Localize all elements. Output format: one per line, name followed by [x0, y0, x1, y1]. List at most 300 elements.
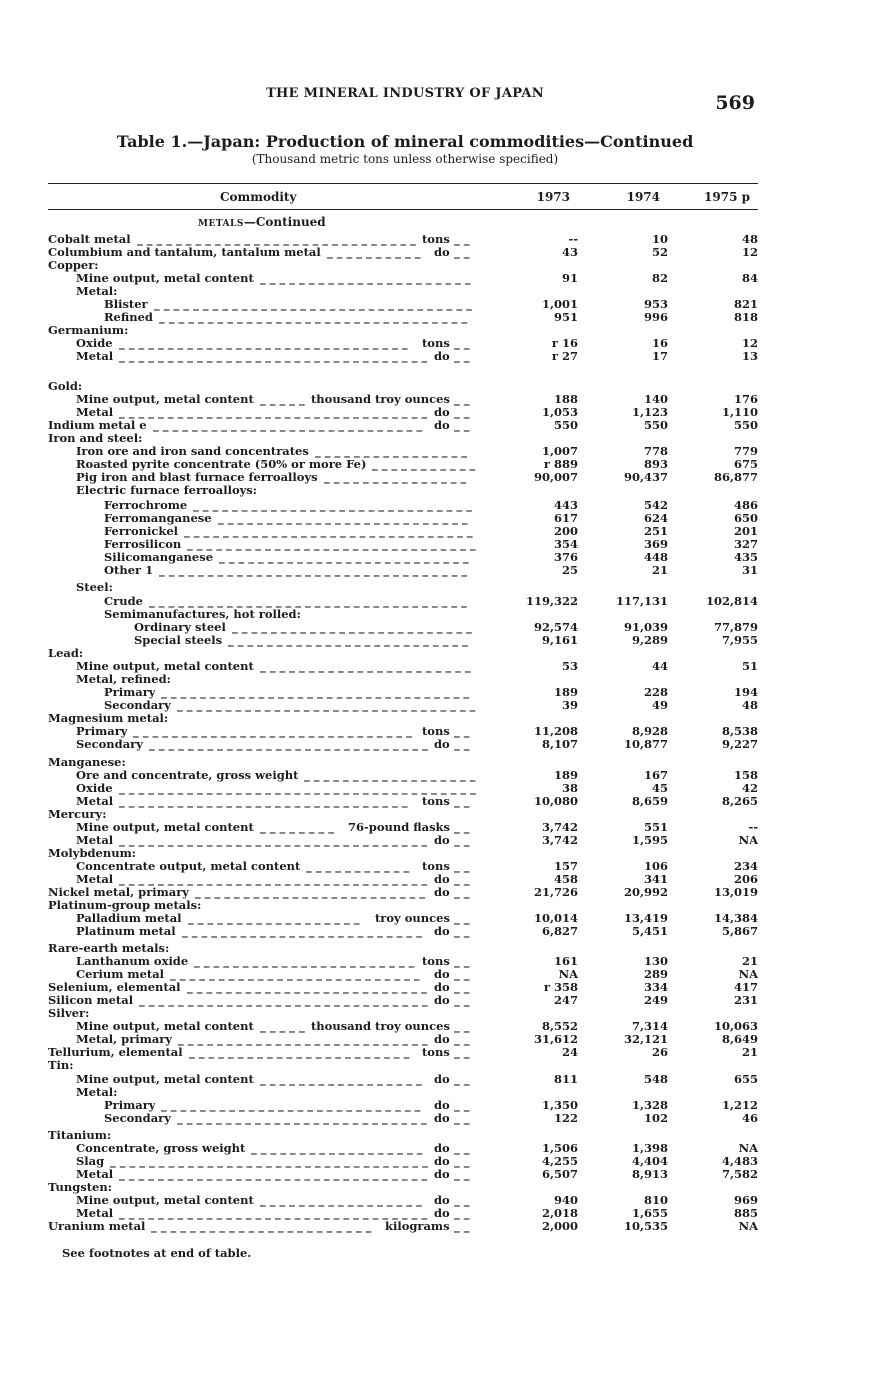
table-row: [48, 660, 760, 673]
cell-1975: 21: [741, 954, 758, 968]
dot-leader: _ _ _ _ _ _ _ _ _ _ _ _ _ _ _ _ _ _ _ _ _ _ _ _ _ _ _ _ _: [137, 233, 416, 246]
cell-1974: 624: [643, 511, 668, 525]
dot-leader-tail: _ _: [454, 1020, 470, 1033]
unit-label: tons: [422, 336, 450, 350]
unit-label: kilograms: [385, 1219, 450, 1233]
cell-1975: 84: [741, 271, 758, 285]
dot-leader-tail: _ _: [454, 406, 470, 419]
commodity-label: Indium metal e: [48, 419, 147, 432]
dot-leader: _ _ _ _ _ _ _ _ _ _ _ _ _ _ _ _ _ _ _ _ _ _ _ _ _ _ _ _ _ _: [119, 795, 408, 808]
table-row: [48, 581, 760, 594]
cell-1973: 25: [561, 563, 578, 577]
commodity-label: Metal: [76, 350, 114, 363]
commodity-label: Lanthanum oxide: [76, 955, 189, 968]
cell-1975: 550: [733, 418, 758, 432]
unit-label: tons: [422, 724, 450, 738]
commodity-label: Cerium metal: [76, 968, 165, 981]
cell-1973: 376: [553, 550, 578, 564]
cell-1975: 650: [733, 511, 758, 525]
cell-1974: 91,039: [623, 620, 668, 634]
cell-1975: 231: [733, 993, 758, 1007]
cell-1975: 435: [733, 550, 758, 564]
cell-1975: 655: [733, 1072, 758, 1086]
cell-1974: 21: [651, 563, 668, 577]
cell-1973: 940: [553, 1193, 578, 1207]
unit-label: do: [434, 349, 450, 363]
commodity-label: Crude: [104, 595, 143, 608]
commodity-label: Tungsten:: [48, 1181, 112, 1194]
cell-1973: 1,506: [541, 1141, 578, 1155]
cell-1974: 289: [643, 967, 668, 981]
cell-1973: 443: [553, 498, 578, 512]
table-title: Table 1.—Japan: Production of mineral commodities—Continued: [116, 132, 694, 151]
dot-leader-tail: _ _: [454, 1207, 470, 1220]
cell-1973: r 16: [551, 336, 578, 350]
dot-leader-tail: _ _: [454, 968, 470, 981]
commodity-label: Oxide: [76, 337, 113, 350]
dot-leader-tail: _ _: [454, 419, 470, 432]
cell-1974: 13,419: [623, 911, 668, 925]
commodity-label: Rare-earth metals:: [48, 942, 170, 955]
commodity-label: Other 1: [104, 564, 154, 577]
dot-leader: _ _ _ _ _ _ _ _ _ _ _ _ _ _ _ _ _ _ _ _ _ _ _ _ _ _ _: [161, 1099, 421, 1112]
table-row: [48, 834, 760, 847]
cell-1974: 8,913: [631, 1167, 668, 1181]
commodity-label: Iron ore and iron sand concentrates: [76, 445, 309, 458]
cell-1974: 448: [643, 550, 668, 564]
cell-1973: 354: [553, 537, 578, 551]
cell-1973: 8,552: [541, 1019, 578, 1033]
commodity-label: Magnesium metal:: [48, 712, 169, 725]
cell-1974: 996: [643, 310, 668, 324]
cell-1975: 86,877: [713, 470, 758, 484]
cell-1973: 90,007: [533, 470, 578, 484]
commodity-label: Secondary: [76, 738, 143, 751]
commodity-label: Columbium and tantalum, tantalum metal: [48, 246, 321, 259]
cell-1974: 10: [651, 232, 668, 246]
cell-1975: 10,063: [713, 1019, 758, 1033]
dot-leader-tail: _ _: [454, 886, 470, 899]
cell-1973: 1,007: [541, 444, 578, 458]
cell-1975: 675: [733, 457, 758, 471]
commodity-label: Primary: [104, 1099, 156, 1112]
dot-leader: _ _ _ _ _ _ _ _ _ _ _ _ _ _ _ _ _ _ _ _ _ _ _ _ _ _ _ _ _ _ _ _ _ _ _ _ _: [119, 782, 476, 795]
dot-leader-tail: _ _: [454, 981, 470, 994]
unit-label: do: [434, 885, 450, 899]
cell-1975: 486: [733, 498, 758, 512]
dot-leader: _ _ _ _ _ _ _ _ _ _ _: [372, 458, 476, 471]
unit-label: do: [434, 418, 450, 432]
cell-1974: 26: [651, 1045, 668, 1059]
unit-label: do: [434, 1193, 450, 1207]
cell-1975: 194: [733, 685, 758, 699]
page-number: 569: [715, 92, 755, 114]
commodity-label: Semimanufactures, hot rolled:: [104, 608, 301, 621]
cell-1973: 91: [561, 271, 578, 285]
dot-leader: _ _ _ _ _ _ _ _ _ _ _ _ _ _ _ _ _ _ _ _ _ _ _ _ _ _ _ _ _ _ _ _: [119, 1168, 428, 1181]
cell-1974: 44: [651, 659, 668, 673]
cell-1975: 31: [741, 563, 758, 577]
dot-leader-tail: _ _: [454, 1033, 470, 1046]
cell-1973: 2,018: [541, 1206, 578, 1220]
cell-1973: 1,350: [541, 1098, 578, 1112]
commodity-label: Platinum metal: [76, 925, 176, 938]
unit-label: 76-pound flasks: [348, 820, 450, 834]
cell-1975: 176: [733, 392, 758, 406]
cell-1974: 90,437: [623, 470, 668, 484]
cell-1975: 5,867: [721, 924, 758, 938]
unit-label: do: [434, 245, 450, 259]
dot-leader: _ _ _ _ _ _ _ _ _ _ _ _ _ _ _ _ _ _ _ _ _ _ _ _ _ _ _ _ _ _: [187, 538, 476, 551]
unit-label: tons: [422, 859, 450, 873]
cell-1975: 417: [733, 980, 758, 994]
table-row: [48, 246, 760, 259]
cell-1973: r 27: [551, 349, 578, 363]
cell-1975: 77,879: [713, 620, 758, 634]
commodity-label: Concentrate output, metal content: [76, 860, 301, 873]
cell-1973: 617: [553, 511, 578, 525]
commodity-label: Metal:: [76, 285, 118, 298]
dot-leader: _ _ _ _ _ _ _ _ _ _ _ _ _ _ _ _ _ _ _ _ _ _ _: [189, 1046, 410, 1059]
cell-1973: 458: [553, 872, 578, 886]
dot-leader: _ _ _ _ _ _ _ _ _ _ _ _ _ _ _ _ _ _ _ _ _ _ _ _ _: [232, 621, 472, 634]
commodity-label: Secondary: [104, 699, 171, 712]
dot-leader-tail: _ _: [454, 233, 470, 246]
commodity-label: Slag: [76, 1155, 105, 1168]
dot-leader-tail: _ _: [454, 1073, 470, 1086]
cell-1974: 140: [643, 392, 668, 406]
cell-1974: 778: [643, 444, 668, 458]
cell-1973: 122: [553, 1111, 578, 1125]
cell-1974: 106: [643, 859, 668, 873]
unit-label: do: [434, 1154, 450, 1168]
cell-1975: 201: [733, 524, 758, 538]
dot-leader: _ _ _ _ _: [260, 393, 305, 406]
cell-1973: 188: [553, 392, 578, 406]
cell-1974: 7,314: [631, 1019, 668, 1033]
column-header-1975: 1975 p: [704, 190, 750, 204]
cell-1975: 821: [733, 297, 758, 311]
cell-1974: 1,398: [631, 1141, 668, 1155]
footnote-reference: See footnotes at end of table.: [62, 1246, 252, 1260]
dot-leader-tail: _ _: [454, 821, 470, 834]
dot-leader-tail: _ _: [454, 994, 470, 1007]
dot-leader: _ _ _ _ _ _ _ _ _ _ _ _ _ _ _ _ _ _ _ _ _ _: [260, 272, 471, 285]
commodity-label: Ferronickel: [104, 525, 179, 538]
dot-leader-tail: _ _: [454, 246, 470, 259]
cell-1975: 14,384: [713, 911, 758, 925]
cell-1973: 189: [553, 685, 578, 699]
cell-1973: 6,827: [541, 924, 578, 938]
cell-1973: 21,726: [533, 885, 578, 899]
dot-leader: _ _ _ _ _ _ _ _ _ _ _ _ _ _ _ _ _ _ _ _ _ _ _ _ _ _ _ _ _ _ _ _: [119, 350, 428, 363]
commodity-label: Metal, refined:: [76, 673, 171, 686]
cell-1975: 8,538: [721, 724, 758, 738]
table-row: [48, 484, 760, 497]
cell-1974: 953: [643, 297, 668, 311]
cell-1974: 251: [643, 524, 668, 538]
commodity-label: Titanium:: [48, 1129, 112, 1142]
dot-leader: _ _ _ _ _ _ _ _ _ _ _ _ _ _ _ _ _ _ _ _ _ _ _: [151, 1220, 372, 1233]
cell-1975: 818: [733, 310, 758, 324]
cell-1975: --: [748, 820, 758, 834]
commodity-label: Palladium metal: [76, 912, 182, 925]
table-row: [48, 272, 760, 285]
unit-label: do: [434, 872, 450, 886]
cell-1973: r 358: [543, 980, 578, 994]
cell-1974: 49: [651, 698, 668, 712]
dot-leader: _ _ _ _ _ _ _ _ _ _ _ _ _ _ _ _ _ _ _ _ _ _ _ _ _: [228, 634, 468, 647]
table-row: [48, 994, 760, 1007]
dot-leader: _ _ _ _ _ _ _ _ _ _ _ _ _ _ _ _ _ _ _ _ _ _ _ _ _ _ _ _ _ _ _ _: [119, 1207, 428, 1220]
cell-1975: 158: [733, 768, 758, 782]
cell-1974: 551: [643, 820, 668, 834]
table-row: [48, 699, 760, 712]
dot-leader: _ _ _ _ _ _ _ _ _ _ _ _ _ _ _ _ _ _ _ _ _ _ _ _ _ _: [170, 968, 420, 981]
commodity-label: Metal:: [76, 1086, 118, 1099]
cell-1973: 24: [561, 1045, 578, 1059]
cell-1973: 39: [561, 698, 578, 712]
dot-leader: _ _ _ _ _ _ _ _ _ _ _ _ _ _ _ _ _ _ _ _ _ _ _ _ _ _ _ _ _ _ _: [177, 699, 476, 712]
table-row: [48, 471, 760, 484]
cell-1974: 1,328: [631, 1098, 668, 1112]
dot-leader-tail: _ _: [454, 795, 470, 808]
commodity-label: Steel:: [76, 581, 113, 594]
cell-1975: 51: [741, 659, 758, 673]
table-row: [48, 738, 760, 751]
cell-1974: 228: [643, 685, 668, 699]
commodity-label: Metal: [76, 834, 114, 847]
table-row: [48, 886, 760, 899]
dot-leader: _ _ _ _ _ _ _ _ _ _ _ _ _ _ _ _ _ _ _ _ _ _ _ _ _: [187, 981, 427, 994]
dot-leader: _ _ _ _ _ _ _ _ _ _ _ _ _ _ _ _ _ _ _ _ _ _ _ _ _ _ _ _ _ _ _ _: [119, 406, 428, 419]
cell-1973: 6,507: [541, 1167, 578, 1181]
table-row: [48, 1059, 760, 1072]
dot-leader-tail: _ _: [454, 1220, 470, 1233]
cell-1974: 32,121: [623, 1032, 668, 1046]
commodity-label: Tin:: [48, 1059, 74, 1072]
cell-1974: 810: [643, 1193, 668, 1207]
commodity-label: Selenium, elemental: [48, 981, 181, 994]
dot-leader-tail: _ _: [454, 393, 470, 406]
commodity-label: Mine output, metal content: [76, 1073, 254, 1086]
cell-1975: 12: [741, 245, 758, 259]
dot-leader-tail: _ _: [454, 834, 470, 847]
dot-leader-tail: _ _: [454, 1099, 470, 1112]
cell-1974: 550: [643, 418, 668, 432]
dot-leader: _ _ _ _ _ _ _ _ _ _ _ _ _ _ _ _ _ _ _ _ _ _ _ _ _ _: [218, 512, 468, 525]
cell-1975: 206: [733, 872, 758, 886]
running-header: THE MINERAL INDUSTRY OF JAPAN: [266, 86, 544, 101]
cell-1973: 550: [553, 418, 578, 432]
column-header-1974: 1974: [626, 190, 660, 204]
cell-1973: 1,001: [541, 297, 578, 311]
cell-1974: 45: [651, 781, 668, 795]
cell-1973: 31,612: [533, 1032, 578, 1046]
cell-1975: 46: [741, 1111, 758, 1125]
cell-1975: NA: [738, 833, 758, 847]
dot-leader-tail: _ _: [454, 738, 470, 751]
dot-leader-tail: _ _: [454, 860, 470, 873]
cell-1973: NA: [558, 967, 578, 981]
commodity-label: Metal: [76, 406, 114, 419]
cell-1975: NA: [738, 967, 758, 981]
unit-label: do: [434, 993, 450, 1007]
cell-1974: 16: [651, 336, 668, 350]
commodity-label: Ferrochrome: [104, 499, 188, 512]
dot-leader-tail: _ _: [454, 337, 470, 350]
commodity-label: Oxide: [76, 782, 113, 795]
dot-leader: _ _ _ _ _ _ _ _ _ _ _ _ _ _ _ _ _ _ _ _ _ _ _ _ _ _ _ _ _: [149, 738, 428, 751]
dot-leader-tail: _ _: [454, 1168, 470, 1181]
cell-1973: 10,014: [533, 911, 578, 925]
cell-1975: 885: [733, 1206, 758, 1220]
cell-1975: 7,955: [721, 633, 758, 647]
commodity-label: Concentrate, gross weight: [76, 1142, 246, 1155]
commodity-label: Mine output, metal content: [76, 660, 254, 673]
cell-1974: 548: [643, 1072, 668, 1086]
cell-1974: 4,404: [631, 1154, 668, 1168]
unit-label: do: [434, 980, 450, 994]
commodity-label: Molybdenum:: [48, 847, 136, 860]
commodity-label: Special steels: [134, 634, 223, 647]
cell-1974: 893: [643, 457, 668, 471]
commodity-label: Silicon metal: [48, 994, 134, 1007]
cell-1975: 48: [741, 698, 758, 712]
dot-leader: _ _ _ _ _ _ _ _ _ _ _ _ _ _ _ _ _ _ _ _ _ _ _ _ _ _ _ _ _ _: [119, 337, 408, 350]
dot-leader: _ _ _ _ _ _ _ _ _ _ _ _ _ _ _ _ _ _ _ _ _ _ _ _ _ _ _ _ _ _: [184, 525, 473, 538]
cell-1973: r 889: [543, 457, 578, 471]
cell-1975: 8,649: [721, 1032, 758, 1046]
dot-leader: _ _ _ _ _ _ _ _ _ _ _ _ _ _ _ _ _ _: [251, 1142, 423, 1155]
dot-leader: _ _ _ _ _ _ _ _ _ _ _ _ _ _ _ _ _ _ _ _ _ _ _: [194, 955, 415, 968]
commodity-label: Mine output, metal content: [76, 821, 254, 834]
dot-leader: _ _ _ _ _ _ _ _ _ _ _: [306, 860, 410, 873]
column-header-commodity: Commodity: [220, 190, 297, 204]
dot-leader: _ _ _ _ _ _ _ _ _ _ _ _ _ _ _ _ _ _ _ _ _ _: [260, 660, 471, 673]
cell-1973: 38: [561, 781, 578, 795]
cell-1973: 3,742: [541, 820, 578, 834]
section-label-small: METALS: [198, 219, 244, 229]
unit-label: tons: [422, 232, 450, 246]
dot-leader: _ _ _ _ _ _ _ _ _ _ _ _ _ _ _ _ _ _ _ _ _ _ _ _: [195, 886, 426, 899]
dot-leader: _ _ _ _ _ _ _ _ _ _ _ _ _ _ _ _ _ _ _ _ _ _ _ _ _ _ _ _ _ _ _ _: [159, 311, 468, 324]
cell-1974: 10,535: [623, 1219, 668, 1233]
table-row: [48, 311, 760, 324]
dot-leader: _ _ _ _ _ _ _ _ _ _ _ _ _ _ _ _ _ _ _ _ _ _ _ _ _: [182, 925, 422, 938]
commodity-label: Metal: [76, 795, 114, 808]
dot-leader-tail: _ _: [454, 350, 470, 363]
unit-label: tons: [422, 794, 450, 808]
cell-1974: 9,289: [631, 633, 668, 647]
dot-leader: _ _ _ _ _ _ _ _ _ _ _ _ _ _ _ _ _ _ _ _ _ _ _ _ _ _ _ _ _ _ _ _: [119, 834, 428, 847]
dot-leader: _ _ _ _ _ _ _ _: [260, 821, 335, 834]
section-heading: [198, 215, 326, 229]
commodity-label: Copper:: [48, 259, 99, 272]
cell-1975: 1,110: [721, 405, 758, 419]
cell-1974: 20,992: [623, 885, 668, 899]
cell-1974: 1,123: [631, 405, 668, 419]
dot-leader: _ _ _ _ _ _ _ _ _ _ _ _ _ _ _ _ _ _ _ _ _ _ _ _ _ _: [178, 1033, 428, 1046]
unit-label: do: [434, 1141, 450, 1155]
unit-label: do: [434, 1032, 450, 1046]
table-header-rule: [48, 209, 758, 210]
cell-1974: 102: [643, 1111, 668, 1125]
cell-1973: --: [568, 232, 578, 246]
cell-1975: 21: [741, 1045, 758, 1059]
table-row: [48, 564, 760, 577]
cell-1974: 8,928: [631, 724, 668, 738]
cell-1973: 92,574: [533, 620, 578, 634]
table-row: [48, 1073, 760, 1086]
commodity-label: Manganese:: [48, 756, 126, 769]
unit-label: do: [434, 737, 450, 751]
commodity-label: Ore and concentrate, gross weight: [76, 769, 299, 782]
cell-1974: 542: [643, 498, 668, 512]
commodity-label: Mine output, metal content: [76, 1194, 254, 1207]
commodity-label: Metal: [76, 873, 114, 886]
commodity-label: Nickel metal, primary: [48, 886, 189, 899]
table-row: [48, 1112, 760, 1125]
cell-1974: 1,595: [631, 833, 668, 847]
commodity-label: Primary: [104, 686, 156, 699]
cell-1975: NA: [738, 1141, 758, 1155]
table-row: [48, 795, 760, 808]
unit-label: do: [434, 405, 450, 419]
cell-1974: 369: [643, 537, 668, 551]
commodity-label: Gold:: [48, 380, 83, 393]
unit-label: do: [434, 1111, 450, 1125]
cell-1974: 167: [643, 768, 668, 782]
cell-1974: 341: [643, 872, 668, 886]
commodity-label: Mine output, metal content: [76, 272, 254, 285]
cell-1973: 811: [553, 1072, 578, 1086]
cell-1974: 249: [643, 993, 668, 1007]
commodity-label: Platinum-group metals:: [48, 899, 202, 912]
dot-leader: _ _ _ _ _ _ _ _ _ _ _ _ _ _ _ _ _ _ _ _ _ _ _ _ _ _ _ _ _ _ _ _ _: [154, 298, 472, 311]
commodity-label: Primary: [76, 725, 128, 738]
commodity-label: Ordinary steel: [134, 621, 226, 634]
cell-1974: 17: [651, 349, 668, 363]
dot-leader: _ _ _ _ _ _ _ _ _ _ _ _ _ _ _ _ _ _ _ _ _ _ _ _ _ _ _ _ _: [133, 725, 412, 738]
cell-1973: 10,080: [533, 794, 578, 808]
cell-1973: 200: [553, 524, 578, 538]
commodity-label: Iron and steel:: [48, 432, 143, 445]
cell-1973: 189: [553, 768, 578, 782]
commodity-label: Refined: [104, 311, 153, 324]
cell-1973: 53: [561, 659, 578, 673]
commodity-label: Roasted pyrite concentrate (50% or more Fe): [76, 458, 367, 471]
table-row: [48, 595, 760, 608]
cell-1975: 4,483: [721, 1154, 758, 1168]
cell-1975: NA: [738, 1219, 758, 1233]
dot-leader: _ _ _ _ _ _ _ _ _ _ _ _ _ _ _ _ _ _ _ _ _ _ _ _ _ _ _ _ _ _ _ _: [119, 873, 428, 886]
cell-1974: 8,659: [631, 794, 668, 808]
cell-1975: 13: [741, 349, 758, 363]
table-row: [48, 1046, 760, 1059]
unit-label: troy ounces: [375, 911, 450, 925]
table-row: [48, 634, 760, 647]
table-row: [48, 1168, 760, 1181]
cell-1974: 334: [643, 980, 668, 994]
commodity-label: Pig iron and blast furnace ferroalloys: [76, 471, 318, 484]
cell-1975: 8,265: [721, 794, 758, 808]
cell-1973: 247: [553, 993, 578, 1007]
commodity-label: Blister: [104, 298, 148, 311]
cell-1975: 327: [733, 537, 758, 551]
unit-label: do: [434, 833, 450, 847]
unit-label: thousand troy ounces: [311, 392, 450, 406]
